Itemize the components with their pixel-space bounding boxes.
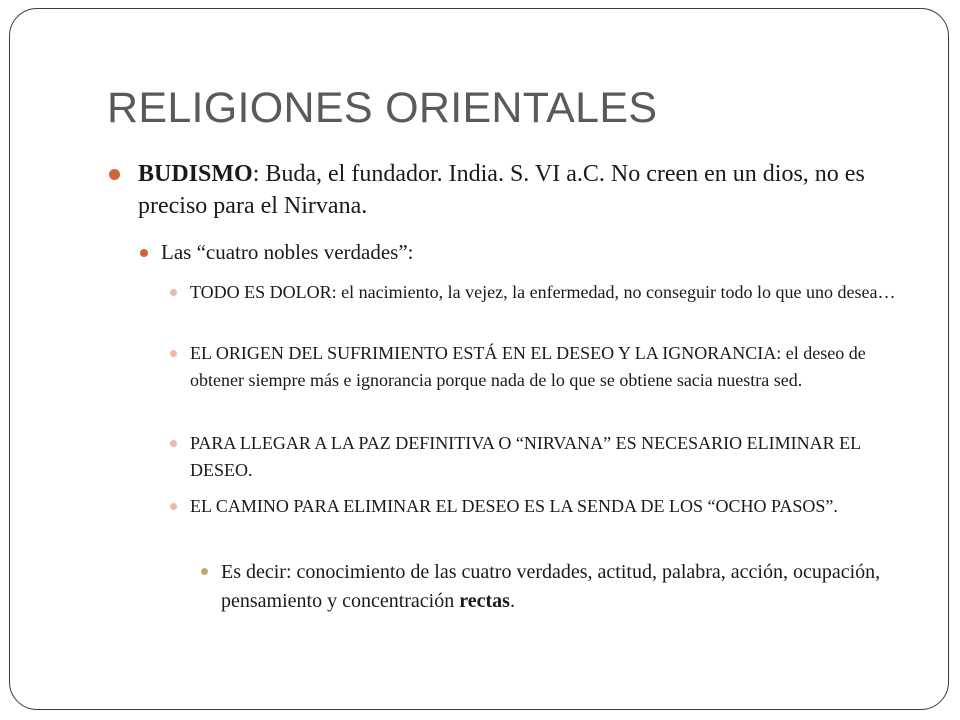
bullet-dot-icon — [170, 440, 177, 447]
eight-steps-text: Es decir: conocimiento de las cuatro verdades, actitud, palabra, acción, ocupación, pensamiento y concentración — [221, 561, 881, 612]
truth-item-1: TODO ES DOLOR: el nacimiento, la vejez, la enfermedad, no conseguir todo lo que uno desea… — [190, 282, 896, 302]
bullet-dot-icon — [170, 503, 177, 510]
eight-steps-end: . — [509, 590, 515, 612]
truth-item-2: EL ORIGEN DEL SUFRIMIENTO ESTÁ EN EL DESEO Y LA IGNORANCIA: el deseo de obtener siempre más e ignorancia porque nada de lo que se obtiene sacia nuestra sed. — [190, 343, 866, 390]
bullet-noble-truths: Las “cuatro nobles verdades”: — [161, 240, 414, 264]
truth-item-4: EL CAMINO PARA ELIMINAR EL DESEO ES LA SENDA DE LOS “OCHO PASOS”. — [190, 496, 838, 516]
eight-steps-bold: rectas — [459, 590, 510, 612]
bullet-budismo-heading: BUDISMO — [138, 161, 253, 187]
bullet-dot-icon — [170, 289, 177, 296]
eight-steps-detail — [221, 558, 921, 616]
bullet-dot-icon — [109, 169, 120, 180]
bullet-budismo-text: : Buda, el fundador. India. S. VI a.C. No creen en un dios, no es preciso para el Nirvana. — [138, 161, 865, 219]
bullet-dot-icon — [140, 249, 148, 257]
bullet-dot-icon — [201, 568, 208, 575]
truth-item-3: PARA LLEGAR A LA PAZ DEFINITIVA O “NIRVANA” ES NECESARIO ELIMINAR EL DESEO. — [190, 433, 861, 480]
slide-title: RELIGIONES ORIENTALES — [107, 84, 658, 132]
bullet-dot-icon — [170, 350, 177, 357]
bullet-budismo — [138, 158, 878, 222]
